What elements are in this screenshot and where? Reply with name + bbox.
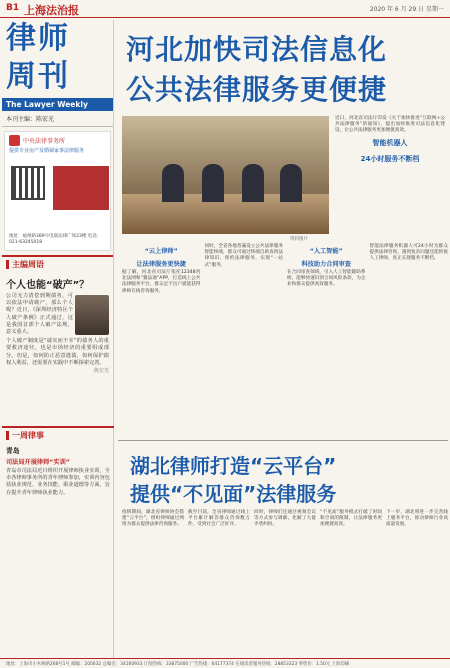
footer: 地址：上海市小木桥路268号1号 邮编：200032 总编室：34160933 订阅热线：33875000 广告热线：64177374 在线读者服务热线：28853323 零售价：1.50元 上海印刷 <box>0 658 450 668</box>
opinion-paragraph: 公司无力清偿到期债务，可以依法申请破产，那么个人呢？近日，《深圳经济特区个人破产条例》正式通过，这是我国首部个人破产法规，意义重大。 <box>6 293 73 336</box>
weekly-news-section <box>2 422 114 497</box>
news-head: 青岛 <box>6 447 20 455</box>
section-bar-icon <box>6 431 9 440</box>
opinion-section-tag <box>2 255 113 272</box>
photo-person <box>202 164 224 202</box>
body-column <box>287 244 366 295</box>
intro-text: 近日，河北省司法厅印发《关于加快推进“互联网+公共法律服务”的通知》，提出加快推进司法信息化建设，让公共法律服务更加便捷高效。 <box>335 116 445 134</box>
news-subhead: 司法局开展律师“实训” <box>6 459 70 466</box>
main-headline[interactable] <box>126 30 387 110</box>
subhead-ai-2: 科技助力合同审查 <box>301 261 351 268</box>
news-photo <box>122 116 329 234</box>
opinion-author: 陈宏光 <box>93 368 109 375</box>
lower-headline-line2[interactable]: 提供“不见面”法律服务 <box>130 482 337 506</box>
lower-body-text: “不见面”服务模式打破了时间和空间的限制，让法律服务更加便捷高效。 <box>320 510 382 528</box>
date-line: 2020 年 6 月 29 日 星期一 <box>369 6 444 13</box>
weekly-label: The Lawyer Weekly <box>2 98 113 111</box>
body-column <box>205 244 284 295</box>
opinion-title: 个人也能“破产”？ <box>6 280 90 291</box>
subhead-ai-1: “人工智能” <box>309 248 343 255</box>
ad-contact: 地址：福州路389号电联法律广场23楼 电话：021-63245018 <box>9 234 102 245</box>
news-section-label: 一周律事 <box>12 431 44 440</box>
opinion-paragraph: 个人破产制度是“诚实而不幸”的债务人的重要救济途径，也是市场经济的重要组成部分。但是，如何防止恶意逃债，如何保护债权人利益，还需要在实践中不断探索完善。 <box>6 338 109 366</box>
lower-body-text: 截至目前，全省律师通过线上平台累计解答群众咨询数万件，受到社会广泛好评。 <box>188 510 250 528</box>
lower-body-text: 同时，律师们还通过视频会议等方式参与调解，化解了大量矛盾纠纷。 <box>254 510 316 528</box>
subhead-cloud-2: 让法律服务更快捷 <box>136 261 186 268</box>
photo-person <box>280 164 302 202</box>
lower-body-text: 疫情期间，湖北省律师协会搭建“云平台”，组织律师通过网络为群众提供法律咨询服务。 <box>122 510 184 528</box>
ad-box[interactable] <box>4 131 111 251</box>
left-column <box>2 20 114 658</box>
body-text: 据了解，河北省司法厅依托12348河北法网和“冀法通”APP，打造线上公共法律服务平台，群众足不出户就能获得律师在线咨询服务。 <box>122 270 201 294</box>
paper-name: 上海法治报 <box>24 4 79 17</box>
body-column <box>370 244 449 295</box>
subhead-cloud-1: “云上律师” <box>144 248 178 255</box>
column-title-line1: 律师 <box>6 21 70 56</box>
body-text: 同时，全省各地普遍设立公共法律服务智能终端，群众可通过终端自助查询法律知识、预约法律服务，实现“一站式”服务。 <box>204 244 283 268</box>
news-section-tag <box>2 426 114 443</box>
body-text: 智能法律服务机器人可24小时为群众提供法律咨询，遇到复杂问题还能转接人工律师，真正实现服务不断档。 <box>369 244 448 262</box>
body-text: 在合同审查领域，引入人工智能辅助系统，能够快速识别合同风险条款，为企业和群众提供高效服务。 <box>287 270 366 288</box>
main-body-columns <box>122 244 448 295</box>
lower-body-text: 下一步，湖北将进一步完善线上服务平台，推动律师行业高质量发展。 <box>386 510 448 528</box>
section-divider <box>118 440 448 441</box>
author-portrait <box>75 295 109 335</box>
photo-person <box>242 164 264 202</box>
masthead <box>0 0 450 18</box>
ad-image <box>53 166 109 210</box>
photo-caption: 资料图片 <box>290 237 308 242</box>
ad-tagline: 提供专业房产及婚姻家事法律服务 <box>9 148 85 154</box>
main-headline-line2: 公共法律服务更便捷 <box>126 73 388 106</box>
photo-person <box>162 164 184 202</box>
section-bar-icon <box>6 260 9 269</box>
subhead-robot-2: 24小时服务不断档 <box>360 154 420 163</box>
subhead-robot-1: 智能机器人 <box>372 138 408 147</box>
news-text: 青岛市司法局近日组织开展律师执业实训，全市各律师事务所的青年律师参加，实训内容包括执业规范、业务技能、职业道德等方面，旨在提升青年律师执业能力。 <box>6 468 110 496</box>
editor-line: 本刊主编：陈宏光 <box>2 111 113 127</box>
qr-code-icon <box>11 166 45 200</box>
lower-body-columns <box>122 510 448 529</box>
ad-org-name: 中央法律事务所 <box>23 138 66 145</box>
body-column <box>122 244 201 295</box>
column-title-line2: 周刊 <box>6 59 70 94</box>
page-code: B1 <box>6 3 20 13</box>
opinion-section-label: 主编周语 <box>12 260 44 269</box>
lower-headline-line1[interactable]: 湖北律师打造“云平台” <box>130 454 337 478</box>
main-headline-line1: 河北加快司法信息化 <box>126 33 388 66</box>
intro-column <box>335 116 445 167</box>
